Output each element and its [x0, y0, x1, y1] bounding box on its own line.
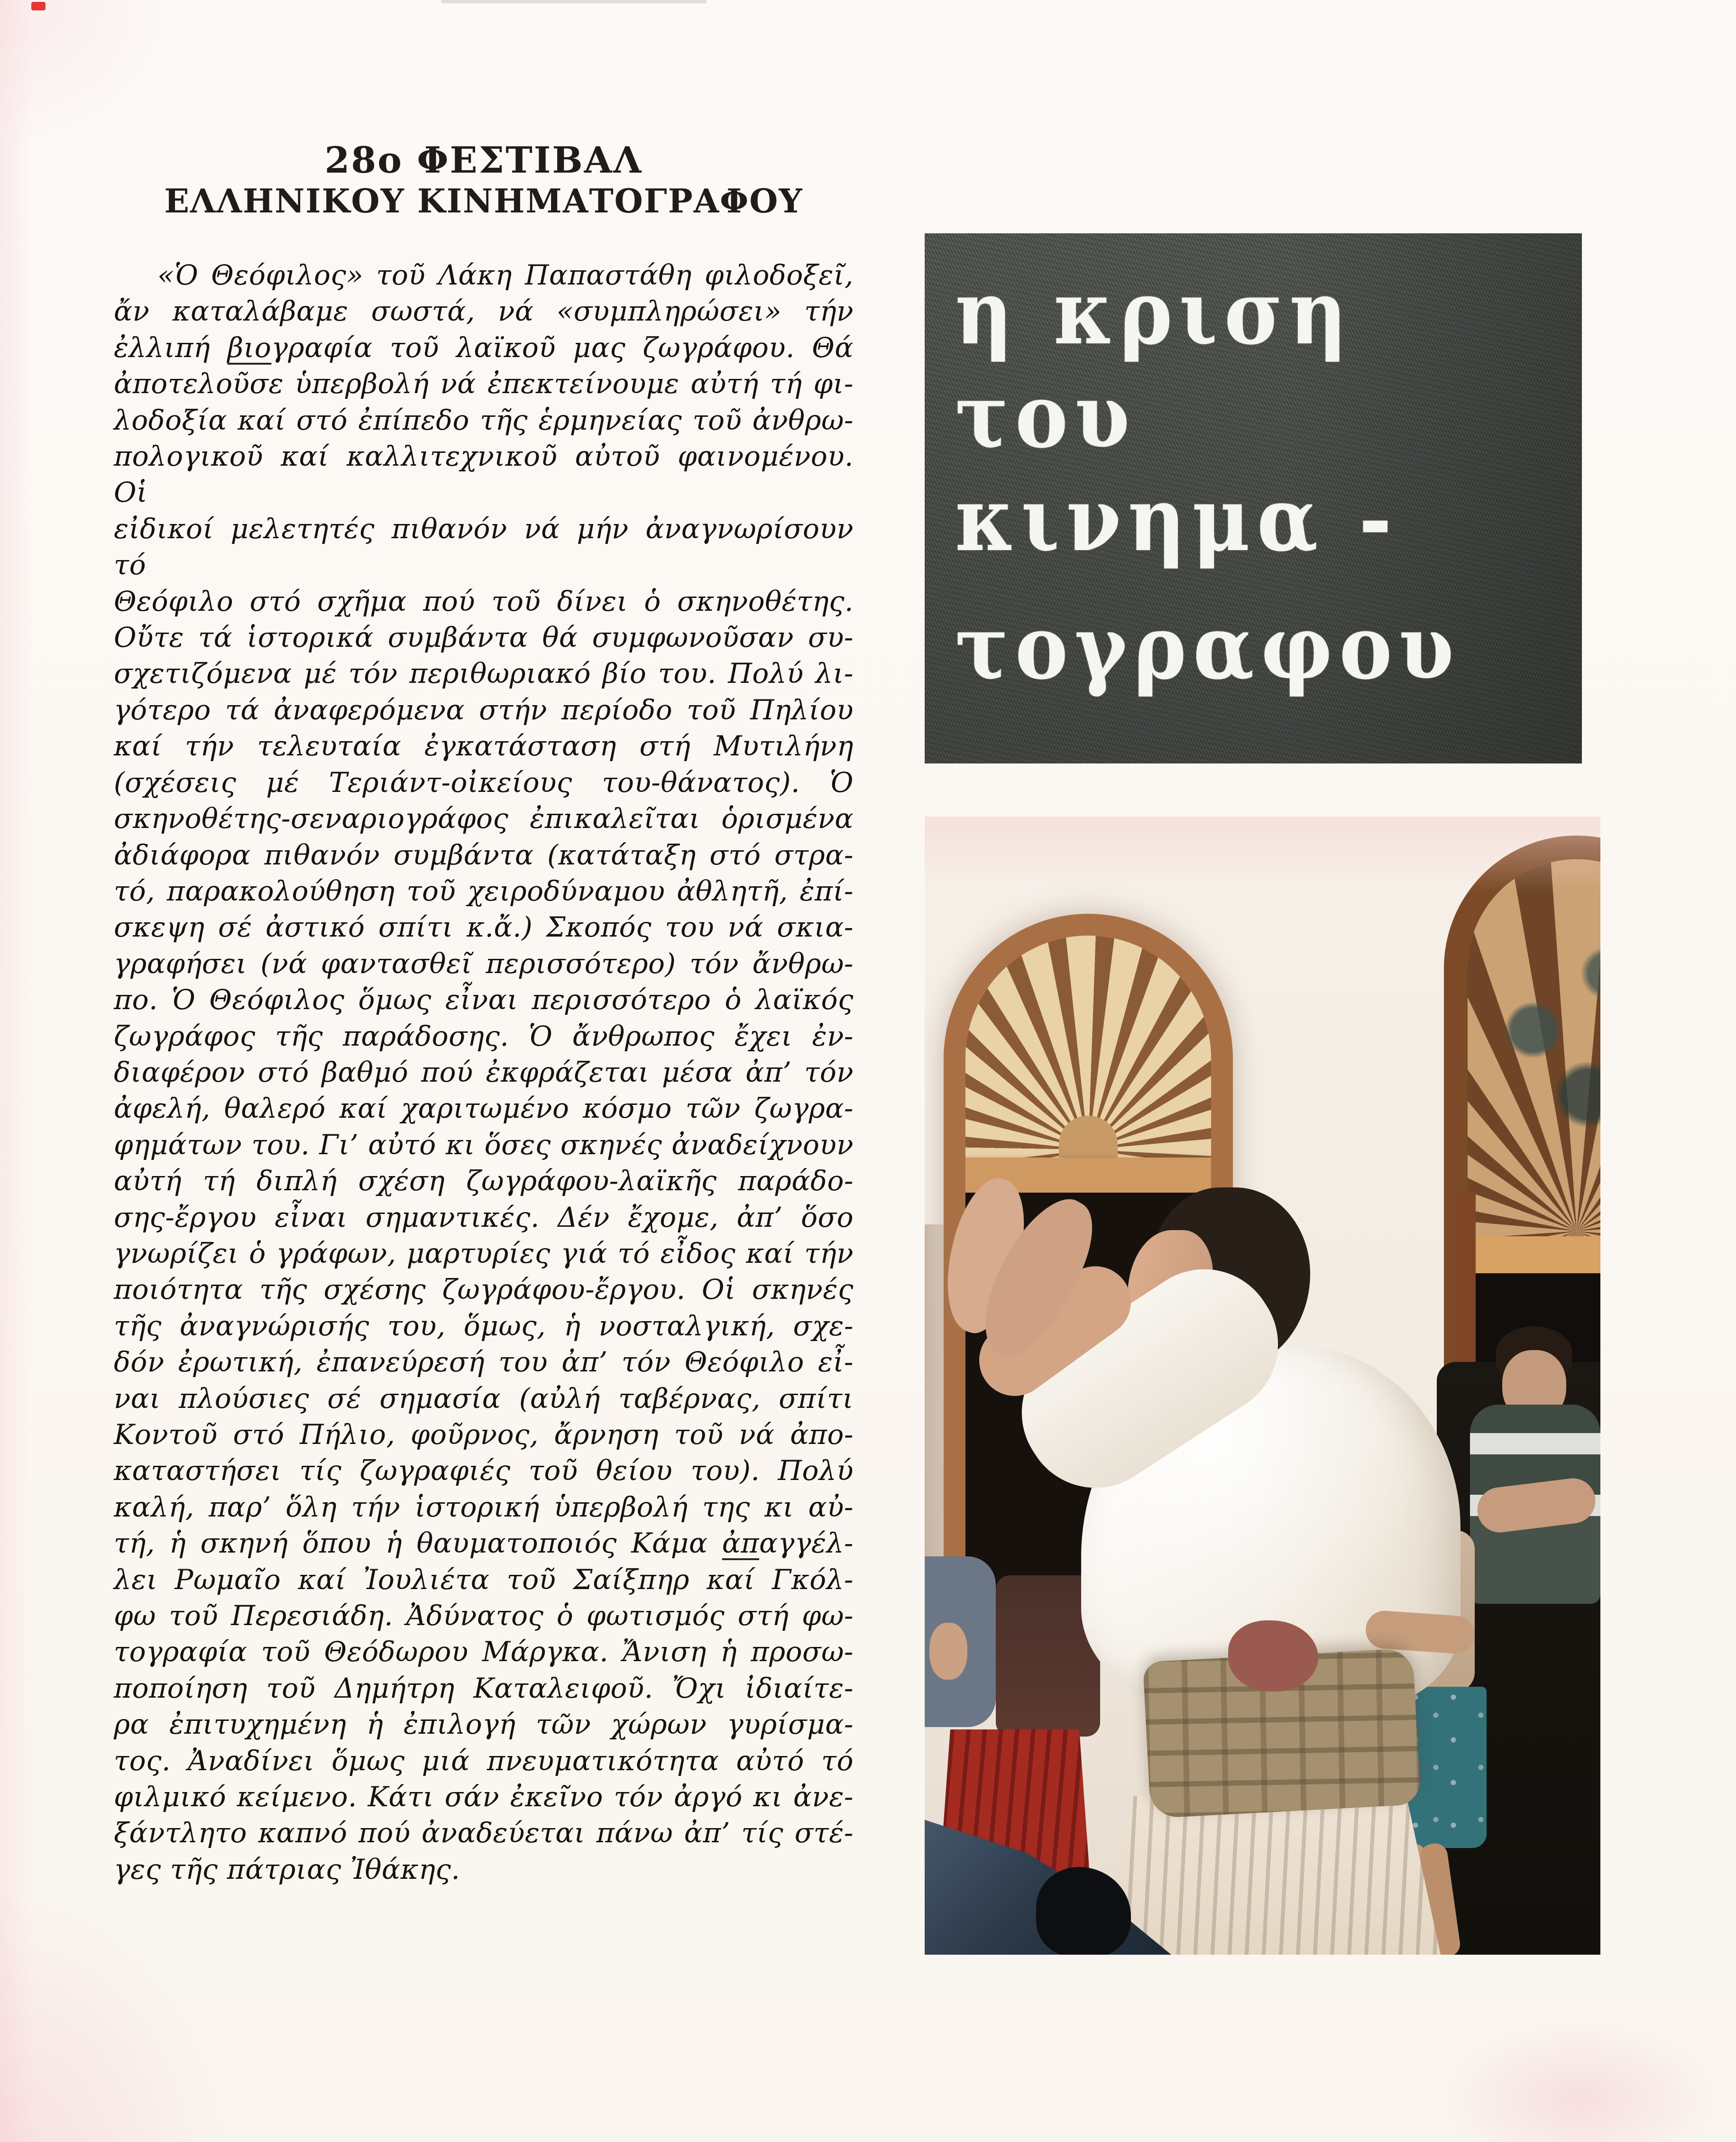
fanlight-grille-right: [1468, 859, 1600, 1239]
article-line: ναι πλούσιες σέ σημασία (αὐλή ταβέρνας, σπίτι: [114, 1382, 854, 1415]
article-line: σης-ἔργου εἶναι σημαντικές. Δέν ἔχομε, ἀπ’ ὅσο: [114, 1201, 854, 1233]
article-line: καταστήσει τίς ζωγραφιές τοῦ θείου του). Πολύ: [114, 1454, 854, 1487]
article-line: σχετιζόμενα μέ τόν περιθωριακό βίο του. Πολύ λι-: [114, 657, 854, 690]
article-line: φω τοῦ Περεσιάδη. Ἀδύνατος ὁ φωτισμός στή φω-: [114, 1600, 854, 1632]
article-line: λοδοξία καί στό ἐπίπεδο τῆς ἑρμηνείας τοῦ ἀνθρω-: [114, 404, 854, 436]
article-line: γραφήσει (νά φαντασθεῖ περισσότερο) τόν ἄνθρω-: [114, 947, 854, 980]
title-block-line: του: [955, 364, 1137, 468]
article-line: ἀδιάφορα πιθανόν συμβάντα (κατάταξη στό στρα-: [114, 838, 854, 871]
article-line: τος. Ἀναδίνει ὅμως μιά πνευματικότητα αὐτό τό: [114, 1744, 854, 1777]
article-line: φιλμικό κείμενο. Κάτι σάν ἐκεῖνο τόν ἀργό κι ἀνε-: [114, 1781, 854, 1813]
article-line: λει Ρωμαῖο καί Ἰουλιέτα τοῦ Σαίξπηρ καί Γκόλ-: [114, 1563, 854, 1596]
bystander-left-hand: [929, 1623, 967, 1680]
scan-artifact-streak: [441, 0, 707, 3]
article-line: καί τήν τελευταία ἐγκατάσταση στή Μυτιλήνη: [114, 730, 854, 763]
article-line: ἀφελή, θαλερό καί χαριτωμένο κόσμο τῶν ζωγρα-: [114, 1092, 854, 1125]
article-line: τῆς ἀναγνώρισής του, ὅμως, ἡ νοσταλγική, σχε-: [114, 1309, 854, 1342]
door-lintel-right: [1463, 1236, 1600, 1273]
article-line: γες τῆς πάτριας Ἰθάκης.: [114, 1853, 460, 1885]
article-line: φημάτων του. Γι’ αὐτό κι ὅσες σκηνές ἀναδείχνουν: [114, 1128, 854, 1161]
article-line: ἐλλιπή βιογραφία τοῦ λαϊκοῦ μας ζωγράφου. Θά: [114, 331, 854, 364]
article-line: εἰδικοί μελετητές πιθανόν νά μήν ἀναγνωρίσουν τό: [114, 512, 854, 581]
article-line: πο. Ὁ Θεόφιλος ὅμως εἶναι περισσότερο ὁ λαϊκός: [114, 984, 854, 1016]
film-still-photo: [925, 817, 1600, 1955]
article-line: σκηνοθέτης-σεναριογράφος ἐπικαλεῖται ὁρισμένα: [114, 802, 854, 835]
article-line: ζωγράφος τῆς παράδοσης. Ὁ ἄνθρωπος ἔχει ἐν-: [114, 1020, 854, 1052]
article-line: γότερο τά ἀναφερόμενα στήν περίοδο τοῦ Πηλίου: [114, 693, 854, 726]
article-line: γνωρίζει ὁ γράφων, μαρτυρίες γιά τό εἶδος καί τήν: [114, 1237, 854, 1269]
article-line: ἀποτελοῦσε ὑπερβολή νά ἐπεκτείνουμε αὐτή τή φι-: [114, 368, 854, 400]
article-text: [114, 257, 854, 1887]
article-line: ξάντλητο καπνό πού ἀναδεύεται πάνω ἀπ’ τίς στέ-: [114, 1817, 854, 1849]
article-line: Θεόφιλο στό σχῆμα πού τοῦ δίνει ὁ σκηνοθέτης.: [114, 585, 854, 617]
scan-artifact-red-dot: [31, 2, 46, 10]
bystander-woman-arms: [1364, 1609, 1476, 1655]
article-line: τό, παρακολούθηση τοῦ χειροδύναμου ἀθλητῆ, ἐπί-: [114, 874, 854, 907]
film-review-title-block: [925, 233, 1582, 763]
article-line: «Ὁ Θεόφιλος» τοῦ Λάκη Παπαστάθη φιλοδοξεῖ,: [157, 259, 854, 291]
article-line: τή, ἡ σκηνή ὅπου ἡ θαυματοποιός Κάμα ἀπαγγέλ-: [114, 1527, 854, 1560]
article-line: αὐτή τή διπλή σχέση ζωγράφου-λαϊκῆς παράδο-: [114, 1165, 854, 1197]
title-block-line: η κριση: [955, 260, 1354, 364]
protagonist-pleated-skirt: [1099, 1796, 1441, 1955]
article-header: [114, 140, 854, 221]
festival-title-line1: 28ο ΦΕΣΤΙΒΑΛ: [324, 139, 643, 181]
article-line: πολογικοῦ καί καλλιτεχνικοῦ αὐτοῦ φαινομένου. Οἱ: [114, 440, 854, 509]
article-line: σκεψη σέ ἀστικό σπίτι κ.ἄ.) Σκοπός του νά σκια-: [114, 911, 854, 944]
article-line: ἄν καταλάβαμε σωστά, νά «συμπληρώσει» τήν: [114, 295, 854, 328]
article-line: (σχέσεις μέ Τεριάντ-οἰκείους του-θάνατος). Ὁ: [114, 766, 854, 799]
article-line: τογραφία τοῦ Θεόδωρου Μάργκα. Ἄνιση ἡ προσω-: [114, 1636, 854, 1668]
title-block-line: τογραφου: [955, 595, 1460, 699]
title-block-line: κινημα -: [955, 467, 1399, 571]
article-line: Κοντοῦ στό Πήλιο, φοῦρνος, ἄρνηση τοῦ νά ἀπο-: [114, 1418, 854, 1451]
article-line: διαφέρον στό βαθμό πού ἐκφράζεται μέσα ἀπ’ τόν: [114, 1056, 854, 1088]
article-line: ρα ἐπιτυχημένη ἡ ἐπιλογή τῶν χώρων γυρίσμα-: [114, 1708, 854, 1741]
article-line: καλή, παρ’ ὅλη τήν ἱστορική ὑπερβολή της κι αὐ-: [114, 1490, 854, 1523]
festival-title-line2: ΕΛΛΗΝΙΚΟΥ ΚΙΝΗΜΑΤΟΓΡΑΦΟΥ: [164, 182, 803, 221]
article-line: δόν ἐρωτική, ἐπανεύρεσή του ἀπ’ τόν Θεόφιλο εἶ-: [114, 1346, 854, 1379]
article-line: ποιότητα τῆς σχέσης ζωγράφου-ἔργου. Οἱ σκηνές: [114, 1273, 854, 1306]
article-line: Οὔτε τά ἱστορικά συμβάντα θά συμφωνοῦσαν συ-: [114, 621, 854, 654]
article-line: ποποίηση τοῦ Δημήτρη Καταλειφοῦ. Ὄχι ἰδιαίτε-: [114, 1672, 854, 1704]
